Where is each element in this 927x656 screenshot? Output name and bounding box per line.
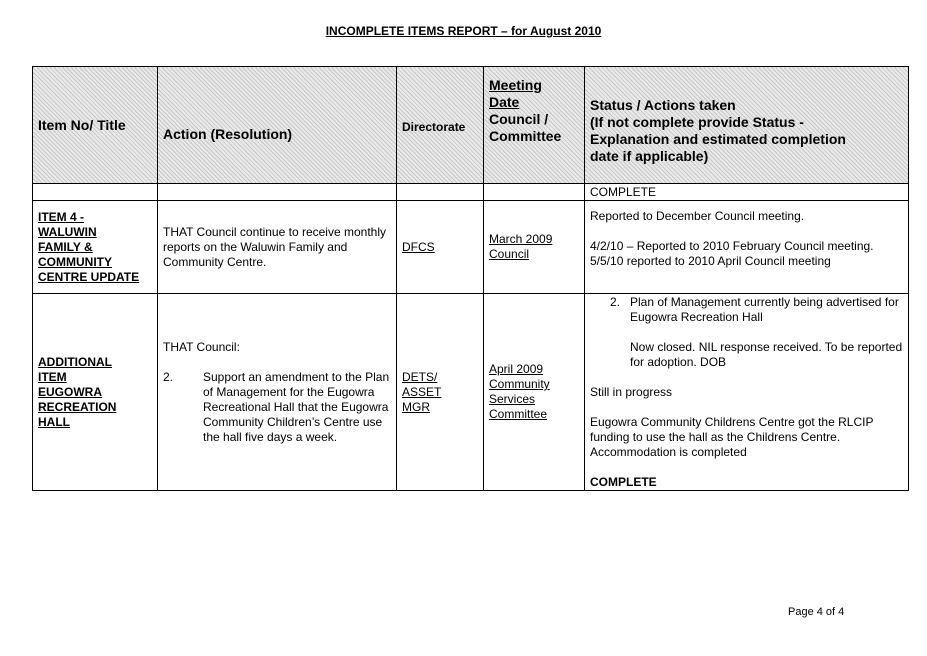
page-number: Page 4 of 4 [788, 606, 845, 618]
table-row [33, 294, 909, 491]
item-title-cell: ITEM 4 - WALUWIN FAMILY & COMMUNITY CENTRE UPDATE [33, 201, 158, 294]
directorate-cell: DETS/ ASSET MGR [397, 294, 484, 491]
status-cell: COMPLETE [585, 184, 909, 201]
meeting-cell: March 2009 Council [484, 201, 585, 294]
directorate-cell: DFCS [397, 201, 484, 294]
table-header-row [33, 67, 909, 184]
report-title: INCOMPLETE ITEMS REPORT – for August 2010 [325, 24, 602, 38]
header-item-title: Item No/ Title [33, 67, 158, 184]
table-row [33, 201, 909, 294]
meeting-cell: April 2009 Community Services Committee [484, 294, 585, 491]
status-cell: 2. Plan of Management currently being advertised for Eugowra Recreation Hall Now closed. NIL response received. To be reported for adoption. DOB Still in progress Eugowra Community Childrens Centre got the RLCIP funding to use the hall as the Childrens Centre. Accommodation is completed COMPLETE [585, 294, 909, 491]
item-title-cell: ADDITIONAL ITEM EUGOWRA RECREATION HALL [33, 294, 158, 491]
incomplete-items-table [32, 66, 909, 491]
table-row [33, 184, 909, 201]
status-cell: Reported to December Council meeting. 4/2/10 – Reported to 2010 February Council meeting. 5/5/10 reported to 2010 April Council meeting [585, 201, 909, 294]
header-status: Status / Actions taken (If not complete provide Status - Explanation and estimated completion date if applicable) [585, 67, 909, 184]
header-directorate: Directorate [397, 67, 484, 184]
header-action: Action (Resolution) [158, 67, 397, 184]
action-cell: THAT Council: 2. Support an amendment to the Plan of Management for the Eugowra Recreational Hall that the Eugowra Community Children’s Centre use the hall five days a week. [158, 294, 397, 491]
action-cell: THAT Council continue to receive monthly reports on the Waluwin Family and Community Centre. [158, 201, 397, 294]
header-meeting: Meeting Date Council / Committee [484, 67, 585, 184]
